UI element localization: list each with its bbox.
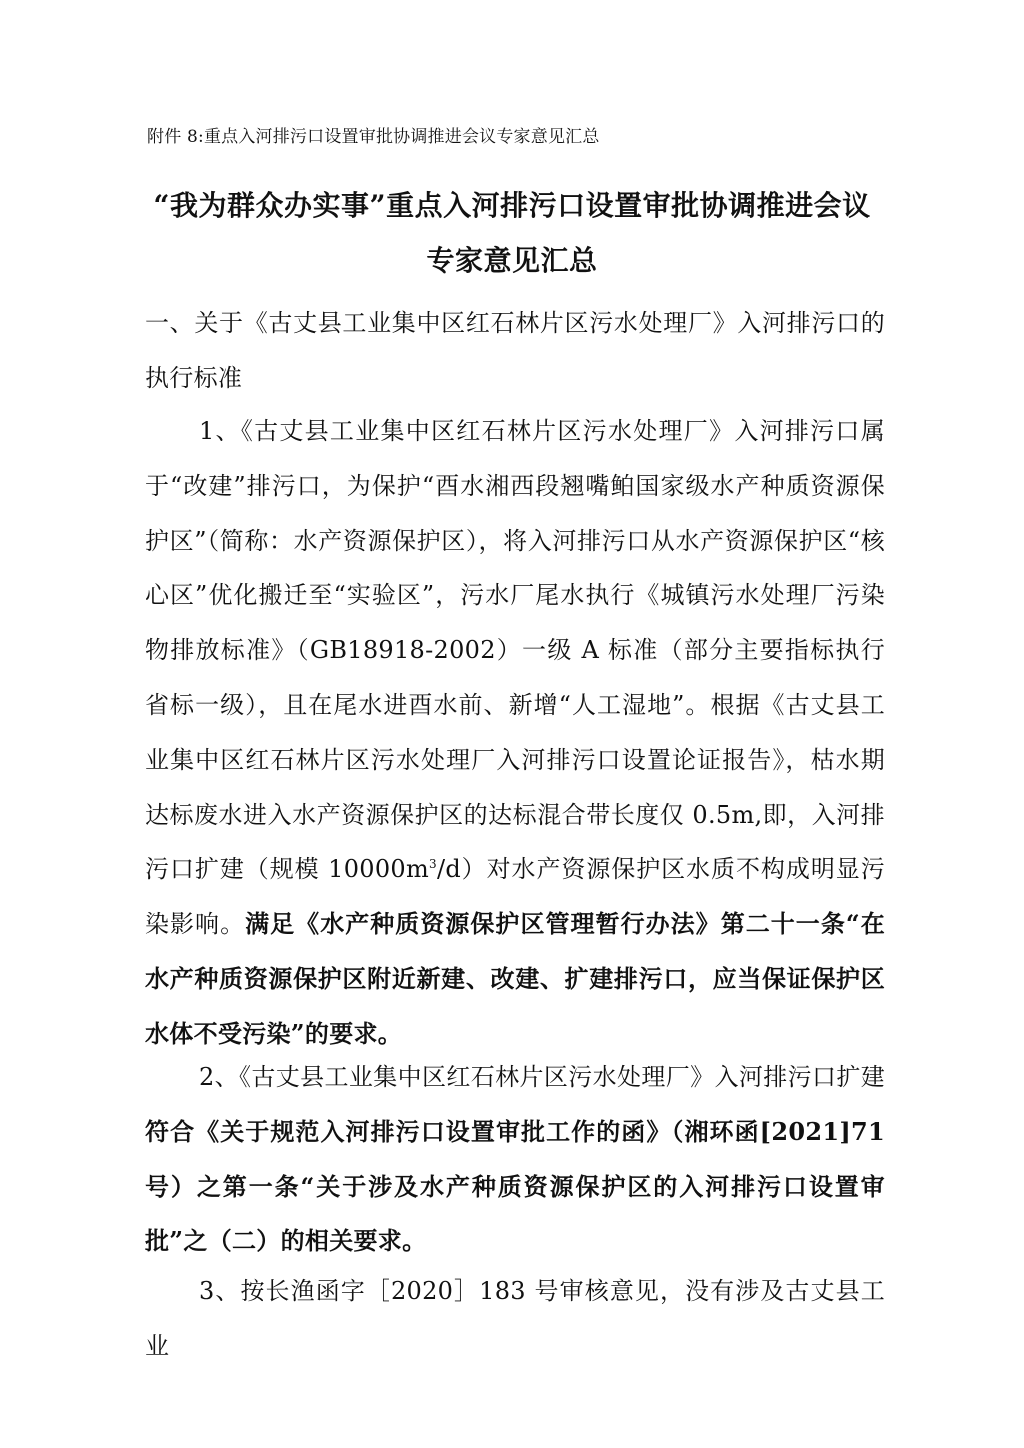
section-heading-1: 一、关于《古丈县工业集中区红石林片区污水处理厂》入河排污口的执行标准 — [145, 309, 885, 392]
paragraph-2 — [145, 1050, 885, 1269]
document-title-line-1: “我为群众办实事”重点入河排污口设置审批协调推进会议 — [153, 189, 871, 222]
attachment-line: 附件 8:重点入河排污口设置审批协调推进会议专家意见汇总 — [147, 127, 600, 147]
superscript-3: 3 — [429, 857, 437, 872]
paragraph-1 — [145, 404, 885, 1062]
paragraph-2-text-a: 2、《古丈县工业集中区红石林片区污水处理厂》入河排污口扩建 — [199, 1063, 885, 1091]
paragraph-1-text-a: 1、《古丈县工业集中区红石林片区污水处理厂》入河排污口属于“改建”排污口，为保护“酉水湘西段翘嘴鲌国家级水产种质资源保护区”（简称：水产资源保护区），将入河排污口从水产资源保护区“核心区”优化搬迁至“实验区”，污水厂尾水执行《城镇污水处理厂污染物排放标准》（GB18918-2002）一级 A 标准（部分主要指标执行省标一级），且在尾水进酉水前、新增“人工湿地”。根据《古丈县工业集中区红石林片区污水处理厂入河排污口设置论证报告》，枯水期达标废水进入水产资源保护区的达标混合带长度仅 0.5m,即，入河排污口扩建（规模 10000m — [145, 417, 885, 884]
paragraph-3: 3、按长渔函字［2020］183 号审核意见，没有涉及古丈县工业 — [145, 1277, 885, 1360]
paragraph-1-bold-text: 满足《水产种质资源保护区管理暂行办法》第二十一条“在水产种质资源保护区附近新建、改建、扩建排污口，应当保证保护区水体不受污染”的要求。 — [145, 909, 885, 1048]
paragraph-2-bold-text: 符合《关于规范入河排污口设置审批工作的函》（湘环函[2021]71 号）之第一条“关于涉及水产种质资源保护区的入河排污口设置审批”之（二）的相关要求。 — [145, 1116, 885, 1256]
document-title-line-2: 专家意见汇总 — [426, 244, 598, 277]
paragraph-1-text-b: /d）对水产资源保护区水质不构成明显污染影响。 — [145, 855, 885, 939]
